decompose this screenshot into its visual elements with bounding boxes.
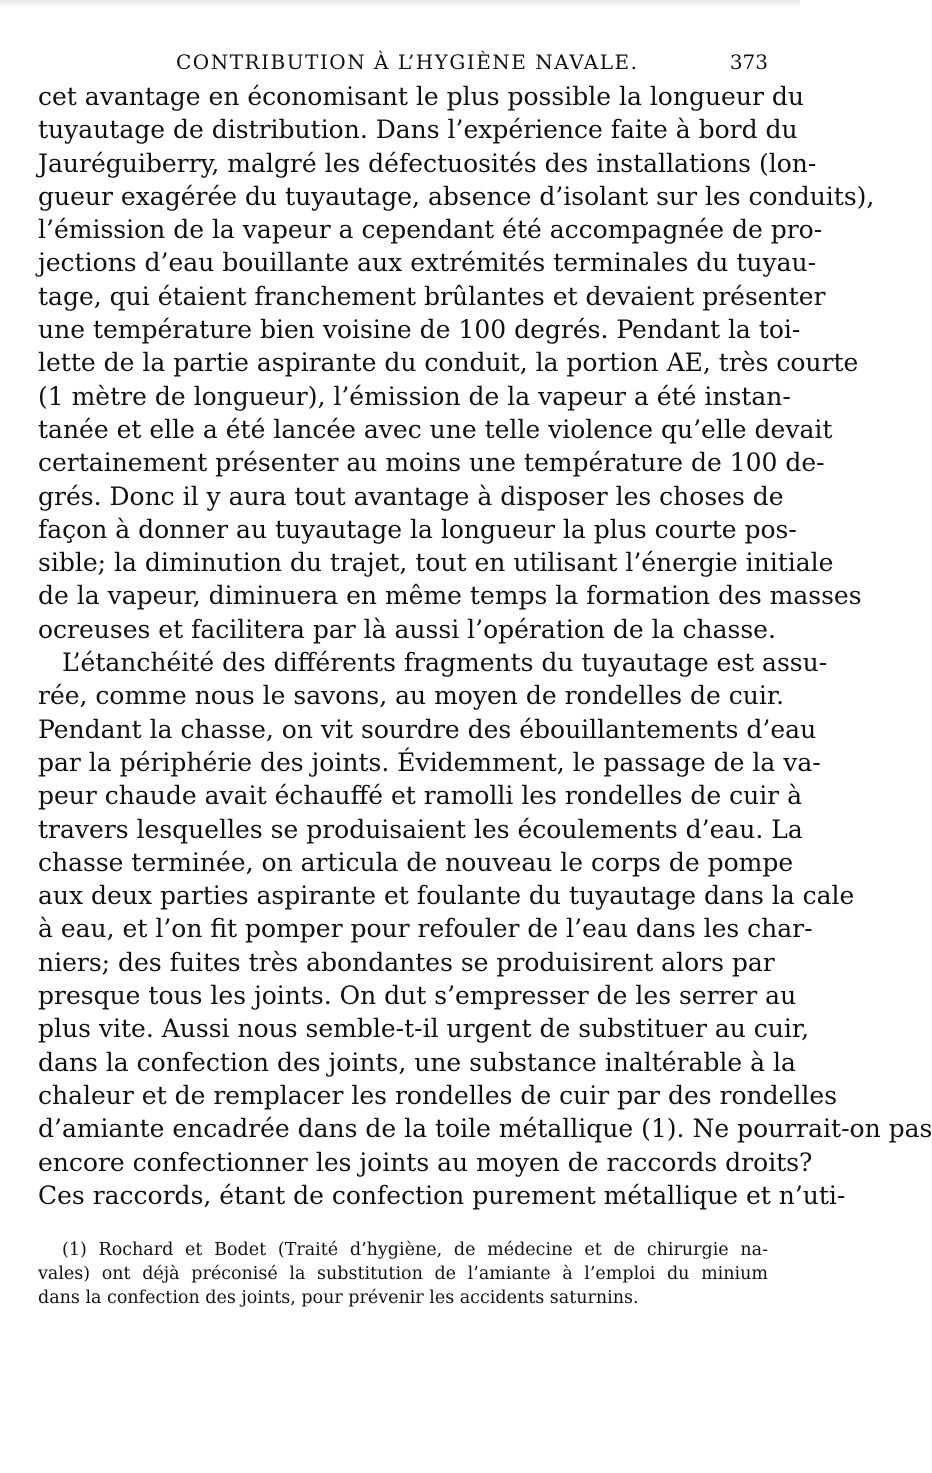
scan-edge: [0, 0, 800, 8]
text-line: encore confectionner les joints au moyen de raccords droits?: [38, 1147, 813, 1177]
text-line: chaleur et de remplacer les rondelles de cuir par des rondelles: [38, 1080, 838, 1110]
text-line: L’étanchéité des différents fragments du tuyautage est assu-: [62, 648, 828, 678]
text-line: gueur exagérée du tuyautage, absence d’isolant sur les conduits),: [38, 181, 875, 211]
text-line: de la vapeur, diminuera en même temps la formation des masses: [38, 581, 862, 611]
text-line: (1 mètre de longueur), l’émission de la vapeur a été instan-: [38, 381, 791, 411]
text-line: rée, comme nous le savons, au moyen de rondelles de cuir.: [38, 681, 785, 711]
text-line: aux deux parties aspirante et foulante du tuyautage dans la cale: [38, 881, 855, 911]
text-line: ocreuses et facilitera par là aussi l’opération de la chasse.: [38, 614, 776, 644]
footnote: [38, 1238, 768, 1310]
text-line: jections d’eau bouillante aux extrémités terminales du tuyau-: [38, 248, 817, 278]
text-line: d’amiante encadrée dans de la toile métallique (1). Ne pourrait-on pas: [38, 1114, 932, 1144]
body-text: [38, 80, 932, 1212]
text-line: chasse terminée, on articula de nouveau le corps de pompe: [38, 847, 794, 877]
text-line: par la périphérie des joints. Évidemment, le passage de la va-: [38, 747, 821, 777]
text-line: l’émission de la vapeur a cependant été accompagnée de pro-: [38, 215, 823, 245]
text-line: plus vite. Aussi nous semble-t-il urgent de substituer au cuir,: [38, 1014, 810, 1044]
text-line: niers; des fuites très abondantes se produisirent alors par: [38, 947, 775, 977]
text-line: Jauréguiberry, malgré les défectuosités des installations (lon-: [38, 148, 817, 178]
text-line: une température bien voisine de 100 degrés. Pendant la toi-: [38, 315, 801, 345]
text-line: presque tous les joints. On dut s’empresser de les serrer au: [38, 981, 797, 1011]
text-line: Ces raccords, étant de confection purement métallique et n’uti-: [38, 1180, 846, 1210]
footnote-line: dans la confection des joints, pour prévenir les accidents saturnins.: [38, 1288, 639, 1308]
text-line: façon à donner au tuyautage la longueur la plus courte pos-: [38, 514, 797, 544]
page-number: 373: [729, 50, 768, 74]
text-line: cet avantage en économisant le plus possible la longueur du: [38, 82, 804, 111]
text-line: lette de la partie aspirante du conduit, la portion AE, très courte: [38, 348, 859, 378]
text-line: tage, qui étaient franchement brûlantes et devaient présenter: [38, 281, 826, 311]
text-line: certainement présenter au moins une température de 100 de-: [38, 448, 825, 478]
page-header: [38, 40, 768, 80]
text-line: à eau, et l’on fit pomper pour refouler de l’eau dans les char-: [38, 914, 813, 944]
text-line: dans la confection des joints, une substance inaltérable à la: [38, 1047, 796, 1077]
text-line: tanée et elle a été lancée avec une telle violence qu’elle devait: [38, 414, 833, 444]
text-line: tuyautage de distribution. Dans l’expérience faite à bord du: [38, 115, 798, 145]
footnote-line: (1) Rochard et Bodet (Traité d’hygiène, de médecine et de chirurgie na-: [62, 1240, 768, 1260]
running-title: CONTRIBUTION À L’HYGIÈNE NAVALE.: [176, 50, 639, 74]
text-line: travers lesquelles se produisaient les écoulements d’eau. La: [38, 814, 803, 844]
footnote-line: vales) ont déjà préconisé la substitution de l’amiante à l’emploi du minium: [38, 1264, 768, 1284]
text-line: Pendant la chasse, on vit sourdre des ébouillantements d’eau: [38, 714, 817, 744]
text-line: peur chaude avait échauffé et ramolli les rondelles de cuir à: [38, 781, 802, 811]
text-line: grés. Donc il y aura tout avantage à disposer les choses de: [38, 481, 784, 511]
text-line: sible; la diminution du trajet, tout en utilisant l’énergie initiale: [38, 548, 834, 578]
